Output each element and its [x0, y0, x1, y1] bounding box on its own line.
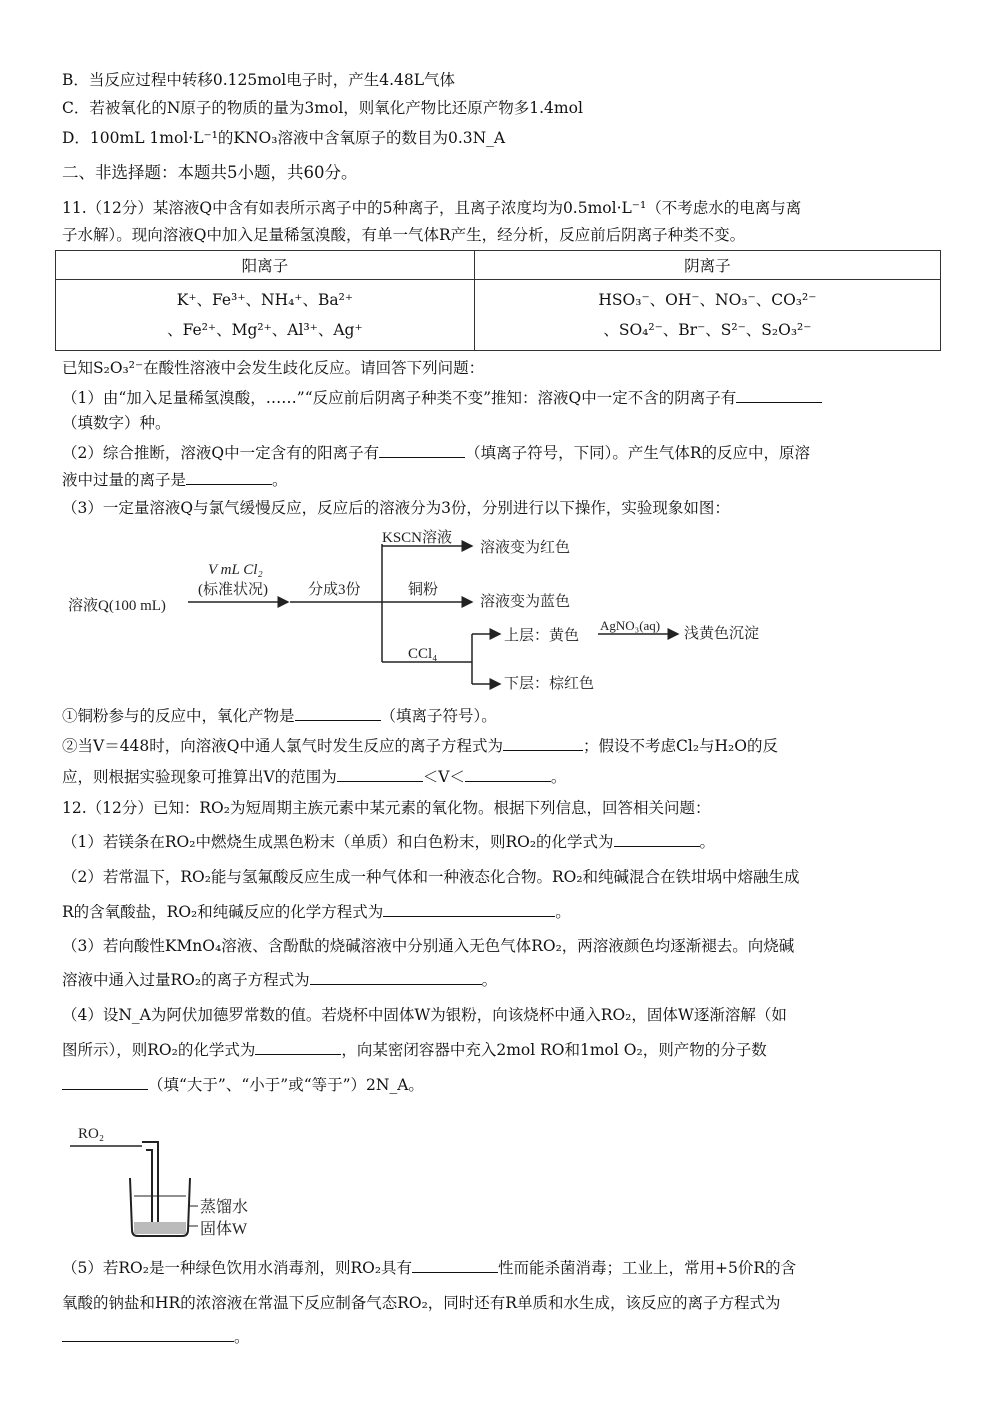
anion-row-2: 、SO₄²⁻、Br⁻、S²⁻、S₂O₃²⁻: [603, 321, 812, 339]
anion-cell: [474, 280, 940, 351]
flow-split: 分成3份: [308, 582, 361, 598]
answer-blank[interactable]: [62, 1327, 234, 1342]
flow-cl2: V mL Cl₂: [208, 562, 263, 578]
flow-agno3: AgNO₃(aq): [600, 618, 661, 633]
q11-stem-1: 11.（12分）某溶液Q中含有如表所示离子中的5种离子，且离子浓度均为0.5mol·L⁻¹（不考虑水的电离与离: [62, 199, 802, 217]
q11-part1-end: （填数字）种。: [62, 414, 171, 432]
gas-tube-inner: [146, 1150, 152, 1228]
answer-blank[interactable]: [62, 1075, 148, 1090]
answer-blank[interactable]: [379, 443, 465, 458]
answer-blank[interactable]: [383, 902, 555, 917]
q12-part3-end: 溶液中通入过量RO₂的离子方程式为 。: [62, 971, 498, 989]
beaker-solid: 固体W: [200, 1221, 248, 1238]
flow-diagram: [60, 522, 800, 700]
q11-sub1: ①铜粉参与的反应中，氧化产物是 （填离子符号）。: [62, 707, 497, 725]
flow-lower: 下层：棕红色: [504, 676, 595, 692]
flow-blue: 溶液变为蓝色: [480, 594, 571, 610]
cation-row-1: K⁺、Fe³⁺、NH₄⁺、Ba²⁺: [176, 291, 354, 309]
flow-kscn: KSCN溶液: [382, 530, 453, 546]
q11-part2-end: 液中过量的离子是 。: [62, 471, 288, 489]
q11-sub2: ②当V＝448时，向溶液Q中通人氯气时发生反应的离子方程式为 ；假设不考虑Cl₂与H₂O的反: [62, 737, 778, 755]
q12-part4-mid: 图所示），则RO₂的化学式为 ，向某密闭容器中充入2mol RO和1mol O₂，则产物的分子数: [62, 1041, 767, 1059]
flow-ccl4: CCl₄: [408, 646, 438, 662]
beaker-diagram: [70, 1118, 270, 1246]
flow-cu: 铜粉: [408, 582, 439, 598]
flow-red: 溶液变为红色: [480, 540, 571, 556]
answer-blank[interactable]: [255, 1040, 341, 1055]
q12-part2-end: R的含氧酸盐，RO₂和纯碱反应的化学方程式为 。: [62, 903, 571, 921]
flow-upper: 上层：黄色: [504, 628, 580, 644]
flow-ppt: 浅黄色沉淀: [684, 626, 760, 642]
cation-row-2: 、Fe²⁺、Mg²⁺、Al³⁺、Ag⁺: [167, 321, 363, 339]
q12-part5-end: 。: [62, 1327, 912, 1347]
q11-known: 已知S₂O₃²⁻在酸性溶液中会发生歧化反应。请回答下列问题：: [62, 359, 485, 377]
q12-part5: （5）若RO₂是一种绿色饮用水消毒剂，则RO₂具有 性而能杀菌消毒；工业上，常用+5价R的含: [62, 1259, 797, 1277]
answer-blank[interactable]: [186, 470, 272, 485]
answer-blank[interactable]: [412, 1258, 498, 1273]
section-heading: 二、非选择题：本题共5小题，共60分。: [62, 163, 358, 182]
answer-blank[interactable]: [465, 767, 551, 782]
ion-table: [55, 250, 941, 351]
flow-start: 溶液Q(100 mL): [68, 598, 166, 614]
answer-blank[interactable]: [503, 736, 583, 751]
cation-cell: [56, 280, 475, 351]
option-b: B．当反应过程中转移0.125mol电子时，产生4.48L气体: [62, 71, 456, 89]
q11-part3: （3）一定量溶液Q与氯气缓慢反应，反应后的溶液分为3份，分别进行以下操作，实验现象如图：: [62, 499, 730, 517]
q12-part2: （2）若常温下，RO₂能与氢氟酸反应生成一种气体和一种液态化合物。RO₂和纯碱混合在铁坩埚中熔融生成: [62, 868, 800, 886]
answer-blank[interactable]: [614, 832, 700, 847]
answer-blank[interactable]: [337, 767, 423, 782]
q12-part4-end: （填“大于”、“小于”或“等于”）2N_A。: [62, 1075, 912, 1095]
q12-part5-mid: 氧酸的钠盐和HR的浓溶液在常温下反应制备气态RO₂，同时还有R单质和水生成，该反应的离子方程式为: [62, 1294, 781, 1312]
flow-std: (标准状况): [198, 582, 268, 598]
answer-blank[interactable]: [310, 970, 482, 985]
q11-sub2-end: 应，则根据实验现象可推算出V的范围为 ＜V＜ 。: [62, 768, 567, 786]
beaker-gas: RO₂: [78, 1126, 105, 1142]
header-anion: 阴离子: [474, 251, 940, 280]
header-cation: 阳离子: [56, 251, 475, 280]
q12-part4: （4）设N_A为阿伏加德罗常数的值。若烧杯中固体W为银粉，向该烧杯中通入RO₂，固体W逐渐溶解（如: [62, 1006, 787, 1024]
q11-part1: （1）由“加入足量稀氢溴酸，……”“反应前后阴离子种类不变”推知：溶液Q中一定不含的阴离子有: [62, 388, 912, 408]
q11-part2: （2）综合推断，溶液Q中一定含有的阳离子有 （填离子符号，下同）。产生气体R的反应中，原溶: [62, 444, 811, 462]
beaker-water: 蒸馏水: [200, 1199, 249, 1216]
answer-blank[interactable]: [736, 388, 822, 403]
answer-blank[interactable]: [295, 706, 381, 721]
solid-layer: [134, 1222, 186, 1234]
q12-part3: （3）若向酸性KMnO₄溶液、含酚酞的烧碱溶液中分别通入无色气体RO₂，两溶液颜色均逐渐褪去。向烧碱: [62, 937, 795, 955]
anion-row-1: HSO₃⁻、OH⁻、NO₃⁻、CO₃²⁻: [598, 291, 817, 309]
q11-stem-2: 子水解）。现向溶液Q中加入足量稀氢溴酸，有单一气体R产生，经分析，反应前后阴离子种类不变。: [62, 226, 746, 244]
option-d: D．100mL 1mol·L⁻¹的KNO₃溶液中含氧原子的数目为0.3N_A: [62, 129, 506, 147]
q12-stem: 12.（12分）已知：RO₂为短周期主族元素中某元素的氧化物。根据下列信息，回答相关问题：: [62, 799, 711, 817]
q12-part1: （1）若镁条在RO₂中燃烧生成黑色粉末（单质）和白色粉末，则RO₂的化学式为 。: [62, 833, 716, 851]
option-c: C．若被氧化的N原子的物质的量为3mol，则氧化产物比还原产物多1.4mol: [62, 99, 583, 117]
gas-tube: [142, 1142, 158, 1228]
